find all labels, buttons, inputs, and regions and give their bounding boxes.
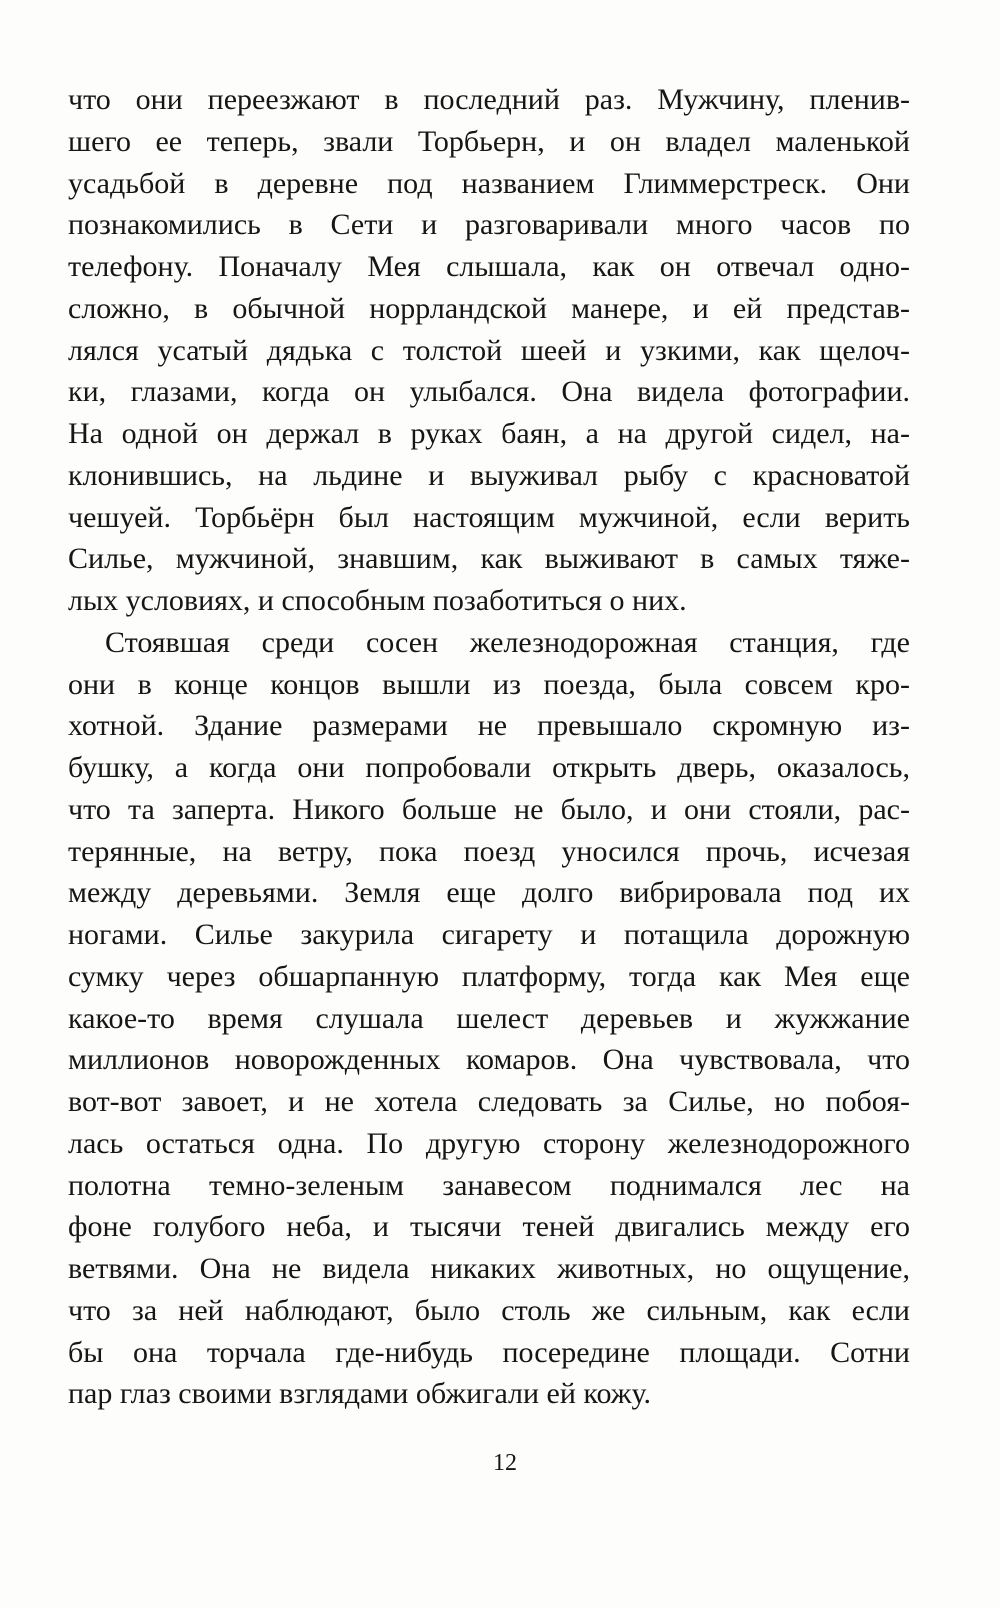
text-line: лых условиях, и способным позаботиться о них. xyxy=(68,584,687,617)
text-line: сумку через обшарпанную платформу, тогда как Мея еще xyxy=(68,959,910,993)
text-line: лялся усатый дядька с толстой шеей и узкими, как щелоч- xyxy=(68,333,910,367)
text-line: хотной. Здание размерами не превышало скромную из- xyxy=(68,709,910,743)
text-line: чешуей. Торбьёрн был настоящим мужчиной, если верить xyxy=(68,500,910,534)
text-line: бы она торчала где-нибудь посередине площади. Сотни xyxy=(68,1335,910,1369)
paragraph-2 xyxy=(68,622,910,1415)
text-line: На одной он держал в руках баян, а на другой сидел, на- xyxy=(68,417,910,450)
text-line: ногами. Силье закурила сигарету и потащила дорожную xyxy=(68,918,910,951)
text-line: сложно, в обычной норрландской манере, и ей представ- xyxy=(68,291,910,325)
text-line: вот-вот завоет, и не хотела следовать за Силье, но побоя- xyxy=(68,1085,910,1118)
body-text xyxy=(68,79,910,1415)
text-line: познакомились в Сети и разговаривали много часов по xyxy=(68,208,910,242)
text-line: бушку, а когда они попробовали открыть дверь, оказалось, xyxy=(68,751,910,784)
text-line: какое-то время слушала шелест деревьев и жужжание xyxy=(68,1001,910,1035)
text-line: Силье, мужчиной, знавшим, как выживают в самых тяже- xyxy=(68,542,910,576)
text-line: они в конце концов вышли из поезда, была совсем кро- xyxy=(68,667,910,701)
text-line: фоне голубого неба, и тысячи теней двигались между его xyxy=(68,1210,910,1244)
text-line: ветвями. Она не видела никаких животных, но ощущение, xyxy=(68,1252,910,1285)
text-line: что за ней наблюдают, было столь же сильным, как если xyxy=(68,1293,910,1327)
text-line: ки, глазами, когда он улыбался. Она видела фотографии. xyxy=(68,375,910,409)
text-line: пар глаз своими взглядами обжигали ей кожу. xyxy=(68,1377,651,1411)
text-line: полотна темно-зеленым занавесом поднимался лес на xyxy=(68,1168,910,1202)
text-line: терянные, на ветру, пока поезд уносился прочь, исчезая xyxy=(68,834,910,868)
text-line: Стоявшая среди сосен железнодорожная станция, где xyxy=(105,625,910,659)
text-line: что они переезжают в последний раз. Мужчину, пленив- xyxy=(68,83,910,116)
text-line: миллионов новорожденных комаров. Она чувствовала, что xyxy=(68,1043,910,1077)
text-line: телефону. Поначалу Мея слышала, как он отвечал одно- xyxy=(68,250,910,283)
text-line: между деревьями. Земля еще долго вибрировала под их xyxy=(68,876,910,910)
text-line: усадьбой в деревне под названием Глиммерстреск. Они xyxy=(68,166,910,200)
text-line: клонившись, на льдине и выуживал рыбу с красноватой xyxy=(68,458,910,492)
text-line: лась остаться одна. По другую сторону железнодорожного xyxy=(68,1126,910,1160)
paragraph-1 xyxy=(68,79,910,622)
text-line: что та заперта. Никого больше не было, и они стояли, рас- xyxy=(68,792,910,826)
text-line: шего ее теперь, звали Торбьерн, и он владел маленькой xyxy=(68,124,910,158)
page-number: 12 xyxy=(493,1450,517,1476)
